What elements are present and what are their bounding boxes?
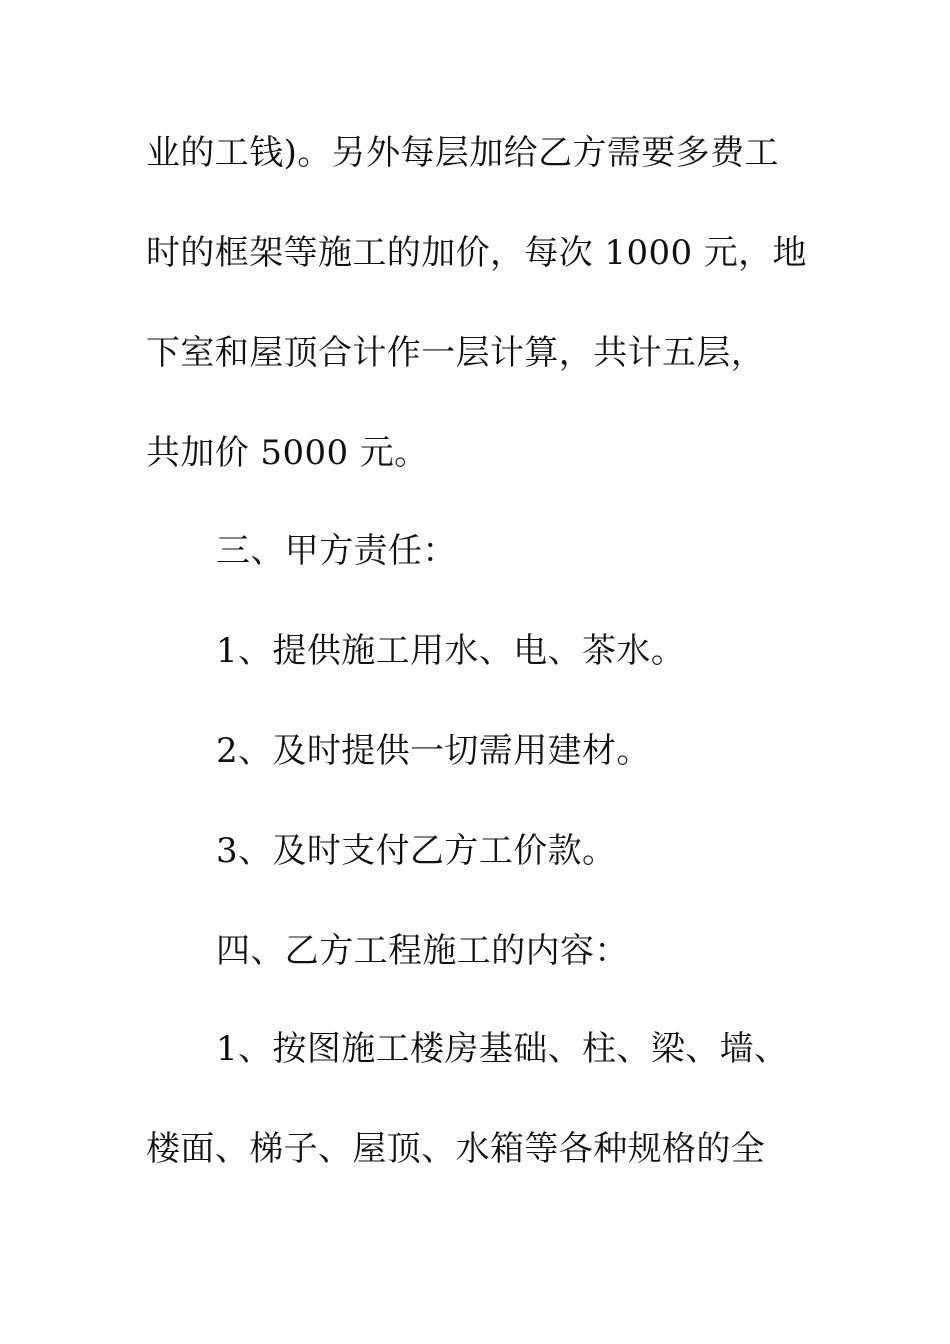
list-item: 1、按图施工楼房基础、柱、梁、墙、 — [216, 1029, 789, 1069]
paragraph-line: 共加价 5000 元。 — [146, 433, 429, 473]
paragraph-line: 时的框架等施工的加价，每次 1000 元，地 — [146, 233, 807, 273]
list-item: 2、及时提供一切需用建材。 — [216, 731, 651, 771]
paragraph-line: 业的工钱)。另外每层加给乙方需要多费工 — [146, 133, 779, 173]
paragraph-line: 下室和屋顶合计作一层计算，共计五层， — [146, 333, 766, 373]
paragraph-line: 楼面、梯子、屋顶、水箱等各种规格的全 — [146, 1129, 766, 1169]
section-heading-party-a-responsibilities: 三、甲方责任： — [216, 531, 457, 571]
list-item: 1、提供施工用水、电、茶水。 — [216, 631, 686, 671]
section-heading-party-b-work-content: 四、乙方工程施工的内容： — [216, 931, 629, 971]
list-item: 3、及时支付乙方工价款。 — [216, 831, 617, 871]
